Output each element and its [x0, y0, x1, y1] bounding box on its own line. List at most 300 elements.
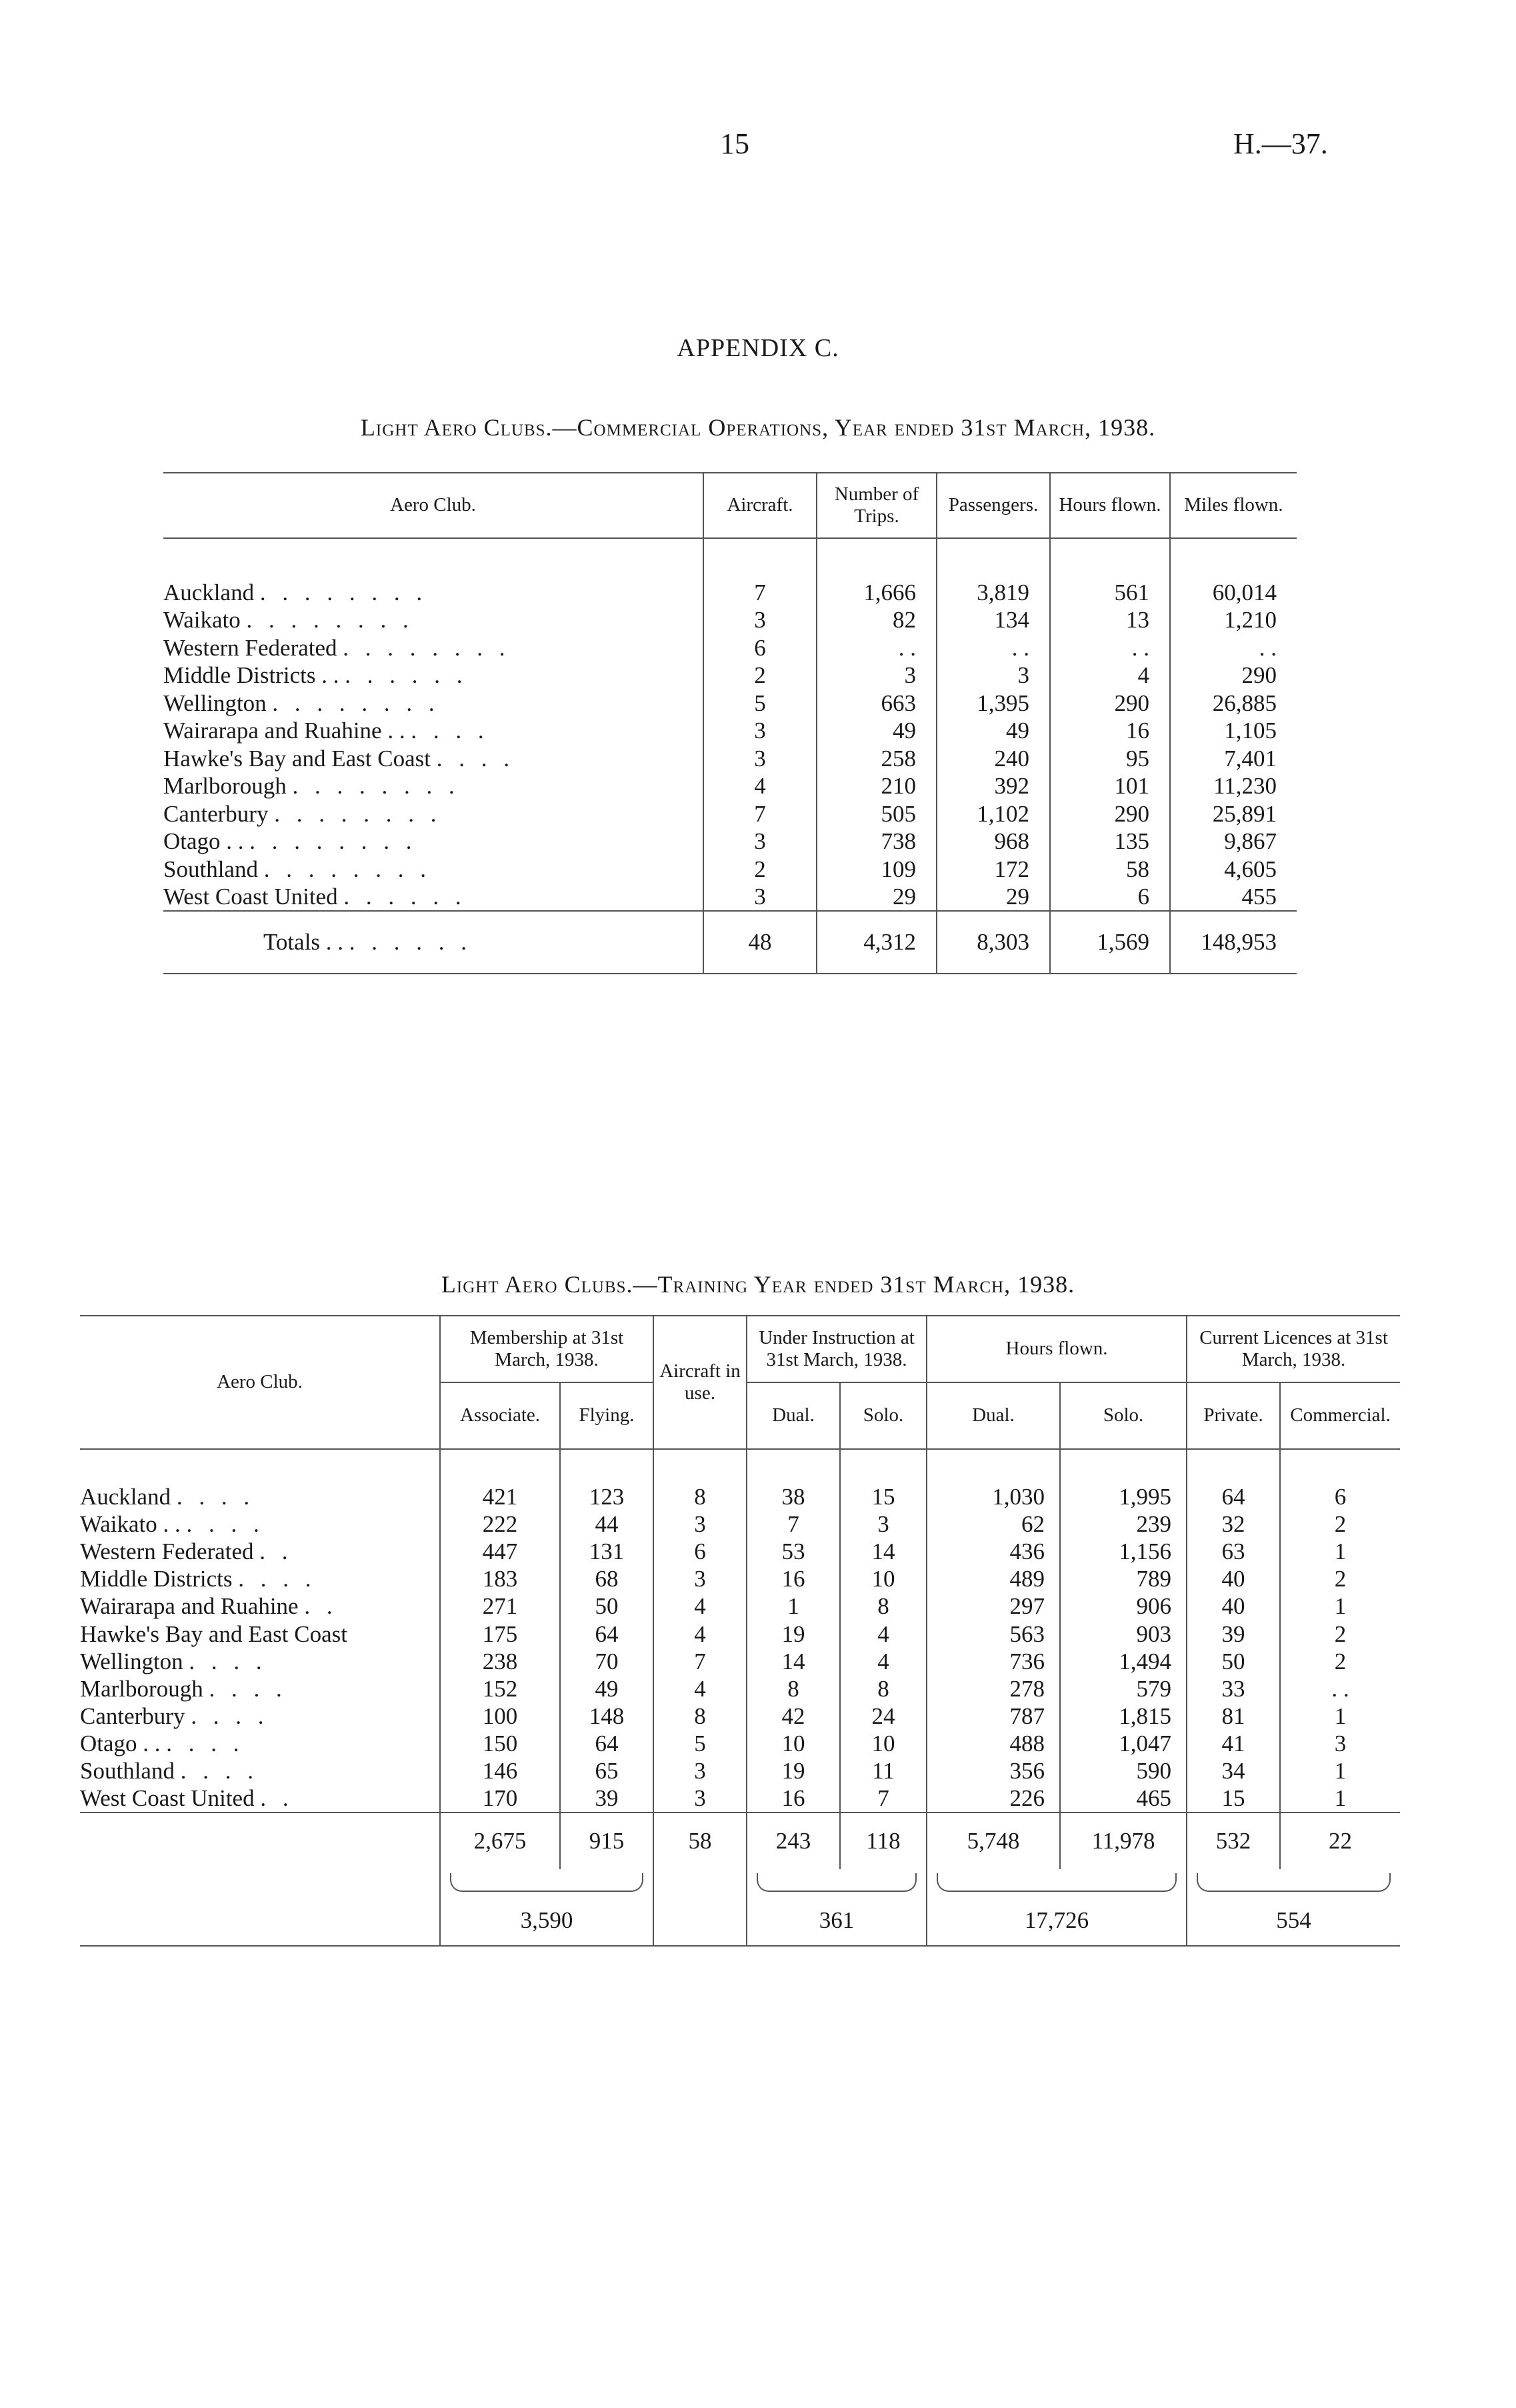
table-row: [80, 1785, 1400, 1813]
subtotal-inst-dual: 243: [747, 1813, 840, 1869]
training-table: [80, 1315, 1400, 1947]
hours-solo-cell: 789: [1060, 1566, 1187, 1593]
club-cell: [80, 1758, 440, 1785]
miles-cell: 26,885: [1170, 690, 1297, 718]
table-row: [80, 1758, 1400, 1785]
flying-cell: 64: [560, 1620, 653, 1648]
grand-total-membership: 3,590: [440, 1896, 653, 1946]
inst-solo-cell: 24: [840, 1703, 927, 1730]
club-name: Middle Districts . .: [163, 662, 339, 689]
associate-cell: 146: [440, 1758, 560, 1785]
club-cell: [80, 1538, 440, 1565]
inst-solo-cell: 15: [840, 1483, 927, 1510]
club-cell: [80, 1620, 440, 1648]
club-cell: [80, 1703, 440, 1730]
trips-cell: 258: [817, 745, 937, 773]
club-name: Marlborough: [80, 1675, 203, 1702]
col-header-aircraft: Aircraft.: [703, 473, 817, 538]
t2-header-hours-dual: Dual.: [927, 1382, 1060, 1449]
flying-cell: 68: [560, 1566, 653, 1593]
hours-solo-cell: 1,995: [1060, 1483, 1187, 1510]
club-name: Canterbury: [163, 800, 269, 827]
hours-solo-cell: 579: [1060, 1675, 1187, 1702]
hours-cell: 561: [1050, 579, 1170, 607]
table-row: [163, 856, 1297, 884]
page-number: 15: [720, 127, 749, 160]
commercial-cell: 2: [1280, 1648, 1400, 1675]
table-row: [80, 1703, 1400, 1730]
miles-cell: 1,105: [1170, 718, 1297, 746]
subtotal-associate: 2,675: [440, 1813, 560, 1869]
hours-solo-cell: 903: [1060, 1620, 1187, 1648]
table-row: [163, 884, 1297, 912]
aircraft-cell: 3: [653, 1510, 747, 1538]
table-row: [80, 1620, 1400, 1648]
licences-brace: [1187, 1869, 1400, 1896]
miles-cell: 9,867: [1170, 828, 1297, 856]
aircraft-cell: 3: [703, 607, 817, 635]
private-cell: 50: [1187, 1648, 1280, 1675]
club-cell: [163, 745, 703, 773]
trips-cell: 738: [817, 828, 937, 856]
miles-cell: 60,014: [1170, 579, 1297, 607]
hours-cell: 58: [1050, 856, 1170, 884]
total-aircraft: 48: [703, 911, 817, 974]
club-name: Western Federated: [163, 634, 337, 661]
t2-header-membership: Membership at 31st March, 1938.: [440, 1316, 653, 1382]
club-name: Western Federated: [80, 1538, 254, 1564]
trips-cell: 1,666: [817, 579, 937, 607]
commercial-cell: 1: [1280, 1785, 1400, 1813]
leader-dots: . . . .: [238, 1566, 317, 1592]
club-cell: [163, 690, 703, 718]
flying-cell: 148: [560, 1703, 653, 1730]
subtotal-commercial: 22: [1280, 1813, 1400, 1869]
hours-dual-cell: 736: [927, 1648, 1060, 1675]
club-name: Otago . .: [80, 1730, 161, 1757]
inst-solo-cell: 4: [840, 1620, 927, 1648]
leader-dots: . . . .: [189, 1648, 267, 1674]
trips-cell: 49: [817, 718, 937, 746]
subtotal-flying: 915: [560, 1813, 653, 1869]
inst-dual-cell: 38: [747, 1483, 840, 1510]
aircraft-cell: 7: [653, 1648, 747, 1675]
passengers-cell: 172: [937, 856, 1050, 884]
inst-solo-cell: 14: [840, 1538, 927, 1565]
col-header-trips: Number of Trips.: [817, 473, 937, 538]
leader-dots: . . . .: [176, 1483, 255, 1510]
aircraft-cell: 3: [703, 718, 817, 746]
hours-dual-cell: 62: [927, 1510, 1060, 1538]
subtotal-inst-solo: 118: [840, 1813, 927, 1869]
hours-cell: 135: [1050, 828, 1170, 856]
t2-header-commercial: Commercial.: [1280, 1382, 1400, 1449]
table-row: [163, 579, 1297, 607]
t2-header-associate: Associate.: [440, 1382, 560, 1449]
document-reference: H.—37.: [1233, 127, 1328, 160]
table-row: [80, 1510, 1400, 1538]
club-cell: [163, 607, 703, 635]
leader-dots: . . . .: [411, 718, 489, 744]
hours-cell: 101: [1050, 773, 1170, 801]
commercial-cell: 2: [1280, 1510, 1400, 1538]
subtotal-private: 532: [1187, 1813, 1280, 1869]
leader-dots: . . . .: [180, 1758, 259, 1784]
t2-header-licences: Current Licences at 31st March, 1938.: [1187, 1316, 1400, 1382]
private-cell: 63: [1187, 1538, 1280, 1565]
commercial-cell: 1: [1280, 1538, 1400, 1565]
club-cell: [80, 1648, 440, 1675]
table-row: [163, 718, 1297, 746]
leader-dots: . . . .: [209, 1675, 287, 1702]
leader-dots: . . . . . . . .: [343, 634, 511, 661]
associate-cell: 183: [440, 1566, 560, 1593]
inst-dual-cell: 1: [747, 1593, 840, 1620]
hours-solo-cell: 1,047: [1060, 1730, 1187, 1758]
inst-dual-cell: 16: [747, 1566, 840, 1593]
inst-dual-cell: 19: [747, 1620, 840, 1648]
t2-header-aircraft: Aircraft in use.: [653, 1316, 747, 1449]
flying-cell: 131: [560, 1538, 653, 1565]
grand-total-hours: 17,726: [927, 1896, 1187, 1946]
aircraft-cell: 3: [703, 884, 817, 912]
aircraft-cell: 3: [703, 828, 817, 856]
club-name: Southland: [80, 1758, 175, 1784]
table-row: [163, 745, 1297, 773]
table-row: [163, 828, 1297, 856]
club-name: Southland: [163, 856, 258, 882]
club-name: Waikato . .: [80, 1510, 181, 1537]
trips-cell: 505: [817, 800, 937, 828]
inst-solo-cell: 7: [840, 1785, 927, 1813]
subtotal-aircraft: 58: [653, 1813, 747, 1869]
club-cell: [163, 773, 703, 801]
miles-cell: 1,210: [1170, 607, 1297, 635]
aircraft-cell: 3: [653, 1785, 747, 1813]
table-row: [80, 1538, 1400, 1565]
commercial-cell: 2: [1280, 1620, 1400, 1648]
table-row: [80, 1593, 1400, 1620]
inst-dual-cell: 10: [747, 1730, 840, 1758]
t2-header-hours-solo: Solo.: [1060, 1382, 1187, 1449]
col-header-aero-club: Aero Club.: [163, 473, 703, 538]
leader-dots: . . . . . .: [343, 883, 467, 910]
hours-dual-cell: 563: [927, 1620, 1060, 1648]
passengers-cell: 134: [937, 607, 1050, 635]
flying-cell: 123: [560, 1483, 653, 1510]
leader-dots: . . . . . . . .: [246, 607, 414, 634]
total-passengers: 8,303: [937, 911, 1050, 974]
flying-cell: 64: [560, 1730, 653, 1758]
inst-dual-cell: 53: [747, 1538, 840, 1565]
associate-cell: 447: [440, 1538, 560, 1565]
hours-cell: 290: [1050, 800, 1170, 828]
commercial-header-row: [163, 473, 1297, 538]
hours-cell: 95: [1050, 745, 1170, 773]
col-header-passengers: Passengers.: [937, 473, 1050, 538]
associate-cell: 150: [440, 1730, 560, 1758]
aircraft-cell: 3: [653, 1566, 747, 1593]
grand-total-instruction: 361: [747, 1896, 927, 1946]
miles-cell: 4,605: [1170, 856, 1297, 884]
leader-dots: . . . . . . . .: [263, 856, 431, 882]
miles-cell: 290: [1170, 662, 1297, 690]
club-name: Hawke's Bay and East Coast: [80, 1620, 347, 1647]
aircraft-cell: 6: [653, 1538, 747, 1565]
trips-cell: 663: [817, 690, 937, 718]
passengers-cell: 240: [937, 745, 1050, 773]
private-cell: 40: [1187, 1593, 1280, 1620]
leader-dots: . . . . . . . .: [274, 800, 442, 827]
hours-solo-cell: 1,815: [1060, 1703, 1187, 1730]
leader-dots: . . . . . .: [345, 662, 468, 689]
t2-header-aero-club: Aero Club.: [80, 1316, 440, 1449]
table-row: [163, 662, 1297, 690]
t2-header-private: Private.: [1187, 1382, 1280, 1449]
leader-dots: . . . . . . . .: [249, 828, 417, 855]
private-cell: 34: [1187, 1758, 1280, 1785]
passengers-cell: 3,819: [937, 579, 1050, 607]
hours-dual-cell: 226: [927, 1785, 1060, 1813]
hours-cell: 4: [1050, 662, 1170, 690]
leader-dots: . . . . . . . .: [292, 773, 460, 800]
associate-cell: 222: [440, 1510, 560, 1538]
club-cell: [163, 856, 703, 884]
aircraft-cell: 5: [703, 690, 817, 718]
totals-leader-dots: . . . . . .: [349, 929, 473, 955]
inst-dual-cell: 42: [747, 1703, 840, 1730]
flying-cell: 65: [560, 1758, 653, 1785]
commercial-totals-row: [163, 911, 1297, 974]
table-row: [80, 1648, 1400, 1675]
hours-solo-cell: 906: [1060, 1593, 1187, 1620]
inst-dual-cell: 16: [747, 1785, 840, 1813]
passengers-cell: 1,102: [937, 800, 1050, 828]
flying-cell: 70: [560, 1648, 653, 1675]
table-row: [163, 690, 1297, 718]
private-cell: 41: [1187, 1730, 1280, 1758]
leader-dots: . . . .: [436, 745, 515, 772]
club-name: Marlborough: [163, 773, 287, 800]
club-name: West Coast United: [163, 883, 338, 910]
totals-label: Totals . .: [263, 929, 344, 955]
trips-cell: . .: [817, 634, 937, 662]
aircraft-cell: 7: [703, 579, 817, 607]
aircraft-cell: 3: [653, 1758, 747, 1785]
hours-dual-cell: 356: [927, 1758, 1060, 1785]
commercial-operations-table: [163, 472, 1297, 974]
club-name: Wellington: [163, 690, 267, 716]
hours-dual-cell: 1,030: [927, 1483, 1060, 1510]
trips-cell: 82: [817, 607, 937, 635]
hours-dual-cell: 489: [927, 1566, 1060, 1593]
hours-cell: 290: [1050, 690, 1170, 718]
col-header-miles: Miles flown.: [1170, 473, 1297, 538]
passengers-cell: 49: [937, 718, 1050, 746]
club-name: Middle Districts: [80, 1566, 233, 1592]
inst-solo-cell: 8: [840, 1593, 927, 1620]
aircraft-cell: 8: [653, 1483, 747, 1510]
inst-dual-cell: 7: [747, 1510, 840, 1538]
trips-cell: 109: [817, 856, 937, 884]
commercial-cell: 3: [1280, 1730, 1400, 1758]
inst-dual-cell: 19: [747, 1758, 840, 1785]
miles-cell: 7,401: [1170, 745, 1297, 773]
private-cell: 64: [1187, 1483, 1280, 1510]
hours-cell: 16: [1050, 718, 1170, 746]
club-name: Wairarapa and Ruahine . .: [163, 718, 405, 744]
aircraft-cell: 4: [653, 1593, 747, 1620]
associate-cell: 170: [440, 1785, 560, 1813]
club-cell: [80, 1483, 440, 1510]
leader-dots: . . . . . . . .: [272, 690, 440, 716]
hours-solo-cell: 590: [1060, 1758, 1187, 1785]
t2-header-hours: Hours flown.: [927, 1316, 1187, 1382]
inst-dual-cell: 8: [747, 1675, 840, 1702]
club-cell: [80, 1730, 440, 1758]
membership-brace: [440, 1869, 653, 1896]
inst-solo-cell: 4: [840, 1648, 927, 1675]
t2-header-instruction: Under Instruction at 31st March, 1938.: [747, 1316, 927, 1382]
miles-cell: . .: [1170, 634, 1297, 662]
trips-cell: 3: [817, 662, 937, 690]
hours-dual-cell: 787: [927, 1703, 1060, 1730]
associate-cell: 271: [440, 1593, 560, 1620]
aircraft-cell: 4: [653, 1675, 747, 1702]
private-cell: 81: [1187, 1703, 1280, 1730]
hours-solo-cell: 465: [1060, 1785, 1187, 1813]
club-name: Auckland: [163, 579, 255, 606]
hours-cell: . .: [1050, 634, 1170, 662]
inst-dual-cell: 14: [747, 1648, 840, 1675]
commercial-cell: . .: [1280, 1675, 1400, 1702]
t2-header-inst-solo: Solo.: [840, 1382, 927, 1449]
grand-total-licences: 554: [1187, 1896, 1400, 1946]
private-cell: 40: [1187, 1566, 1280, 1593]
t2-header-inst-dual: Dual.: [747, 1382, 840, 1449]
table-row: [80, 1483, 1400, 1510]
aircraft-cell: 5: [653, 1730, 747, 1758]
leader-dots: . . . .: [191, 1703, 269, 1730]
club-cell: [163, 884, 703, 912]
t2-header-flying: Flying.: [560, 1382, 653, 1449]
subtotal-hours-solo: 11,978: [1060, 1813, 1187, 1869]
table-row: [80, 1730, 1400, 1758]
passengers-cell: 1,395: [937, 690, 1050, 718]
commercial-cell: 1: [1280, 1593, 1400, 1620]
hours-cell: 6: [1050, 884, 1170, 912]
training-subtotals-row: [80, 1813, 1400, 1869]
club-cell: [80, 1675, 440, 1702]
private-cell: 32: [1187, 1510, 1280, 1538]
club-name: Canterbury: [80, 1703, 185, 1730]
hours-dual-cell: 436: [927, 1538, 1060, 1565]
inst-solo-cell: 11: [840, 1758, 927, 1785]
club-cell: [163, 634, 703, 662]
subtotal-hours-dual: 5,748: [927, 1813, 1060, 1869]
commercial-cell: 6: [1280, 1483, 1400, 1510]
training-table-title: Light Aero Clubs.—Training Year ended 31st March, 1938.: [441, 1271, 1075, 1298]
table-row: [163, 634, 1297, 662]
aircraft-cell: 4: [653, 1620, 747, 1648]
aircraft-cell: 3: [703, 745, 817, 773]
flying-cell: 50: [560, 1593, 653, 1620]
leader-dots: . . . . . . . .: [259, 579, 428, 606]
table-row: [80, 1675, 1400, 1702]
commercial-table-title: Light Aero Clubs.—Commercial Operations, Year ended 31st March, 1938.: [360, 414, 1156, 441]
aircraft-cell: 8: [653, 1703, 747, 1730]
commercial-cell: 1: [1280, 1703, 1400, 1730]
hours-solo-cell: 239: [1060, 1510, 1187, 1538]
flying-cell: 39: [560, 1785, 653, 1813]
instruction-brace: [747, 1869, 927, 1896]
passengers-cell: 29: [937, 884, 1050, 912]
col-header-hours: Hours flown.: [1050, 473, 1170, 538]
club-name: Auckland: [80, 1483, 171, 1510]
associate-cell: 175: [440, 1620, 560, 1648]
inst-solo-cell: 10: [840, 1730, 927, 1758]
total-miles: 148,953: [1170, 911, 1297, 974]
private-cell: 39: [1187, 1620, 1280, 1648]
hours-dual-cell: 488: [927, 1730, 1060, 1758]
passengers-cell: 968: [937, 828, 1050, 856]
miles-cell: 455: [1170, 884, 1297, 912]
aircraft-cell: 4: [703, 773, 817, 801]
leader-dots: . . . .: [186, 1510, 265, 1537]
inst-solo-cell: 3: [840, 1510, 927, 1538]
associate-cell: 100: [440, 1703, 560, 1730]
miles-cell: 25,891: [1170, 800, 1297, 828]
flying-cell: 49: [560, 1675, 653, 1702]
leader-dots: . . . .: [166, 1730, 245, 1757]
leader-dots: . .: [260, 1785, 294, 1812]
hours-solo-cell: 1,156: [1060, 1538, 1187, 1565]
private-cell: 33: [1187, 1675, 1280, 1702]
passengers-cell: . .: [937, 634, 1050, 662]
private-cell: 15: [1187, 1785, 1280, 1813]
club-cell: [80, 1593, 440, 1620]
aircraft-cell: 2: [703, 662, 817, 690]
trips-cell: 210: [817, 773, 937, 801]
inst-solo-cell: 10: [840, 1566, 927, 1593]
club-name: Wellington: [80, 1648, 183, 1674]
club-cell: [163, 662, 703, 690]
aircraft-cell: 2: [703, 856, 817, 884]
hours-dual-cell: 297: [927, 1593, 1060, 1620]
aircraft-cell: 7: [703, 800, 817, 828]
passengers-cell: 3: [937, 662, 1050, 690]
table-row: [80, 1566, 1400, 1593]
club-name: Hawke's Bay and East Coast: [163, 745, 431, 772]
leader-dots: . .: [304, 1593, 338, 1620]
club-cell: [163, 579, 703, 607]
club-cell: [163, 800, 703, 828]
training-grand-totals-row: [80, 1896, 1400, 1946]
total-hours: 1,569: [1050, 911, 1170, 974]
club-name: Wairarapa and Ruahine: [80, 1593, 299, 1620]
total-trips: 4,312: [817, 911, 937, 974]
passengers-cell: 392: [937, 773, 1050, 801]
club-cell: [163, 828, 703, 856]
club-name: Waikato: [163, 607, 241, 634]
table-row: [163, 800, 1297, 828]
miles-cell: 11,230: [1170, 773, 1297, 801]
club-name: West Coast United: [80, 1785, 255, 1812]
commercial-cell: 1: [1280, 1758, 1400, 1785]
club-cell: [80, 1566, 440, 1593]
leader-dots: . .: [259, 1538, 293, 1564]
club-cell: [163, 718, 703, 746]
